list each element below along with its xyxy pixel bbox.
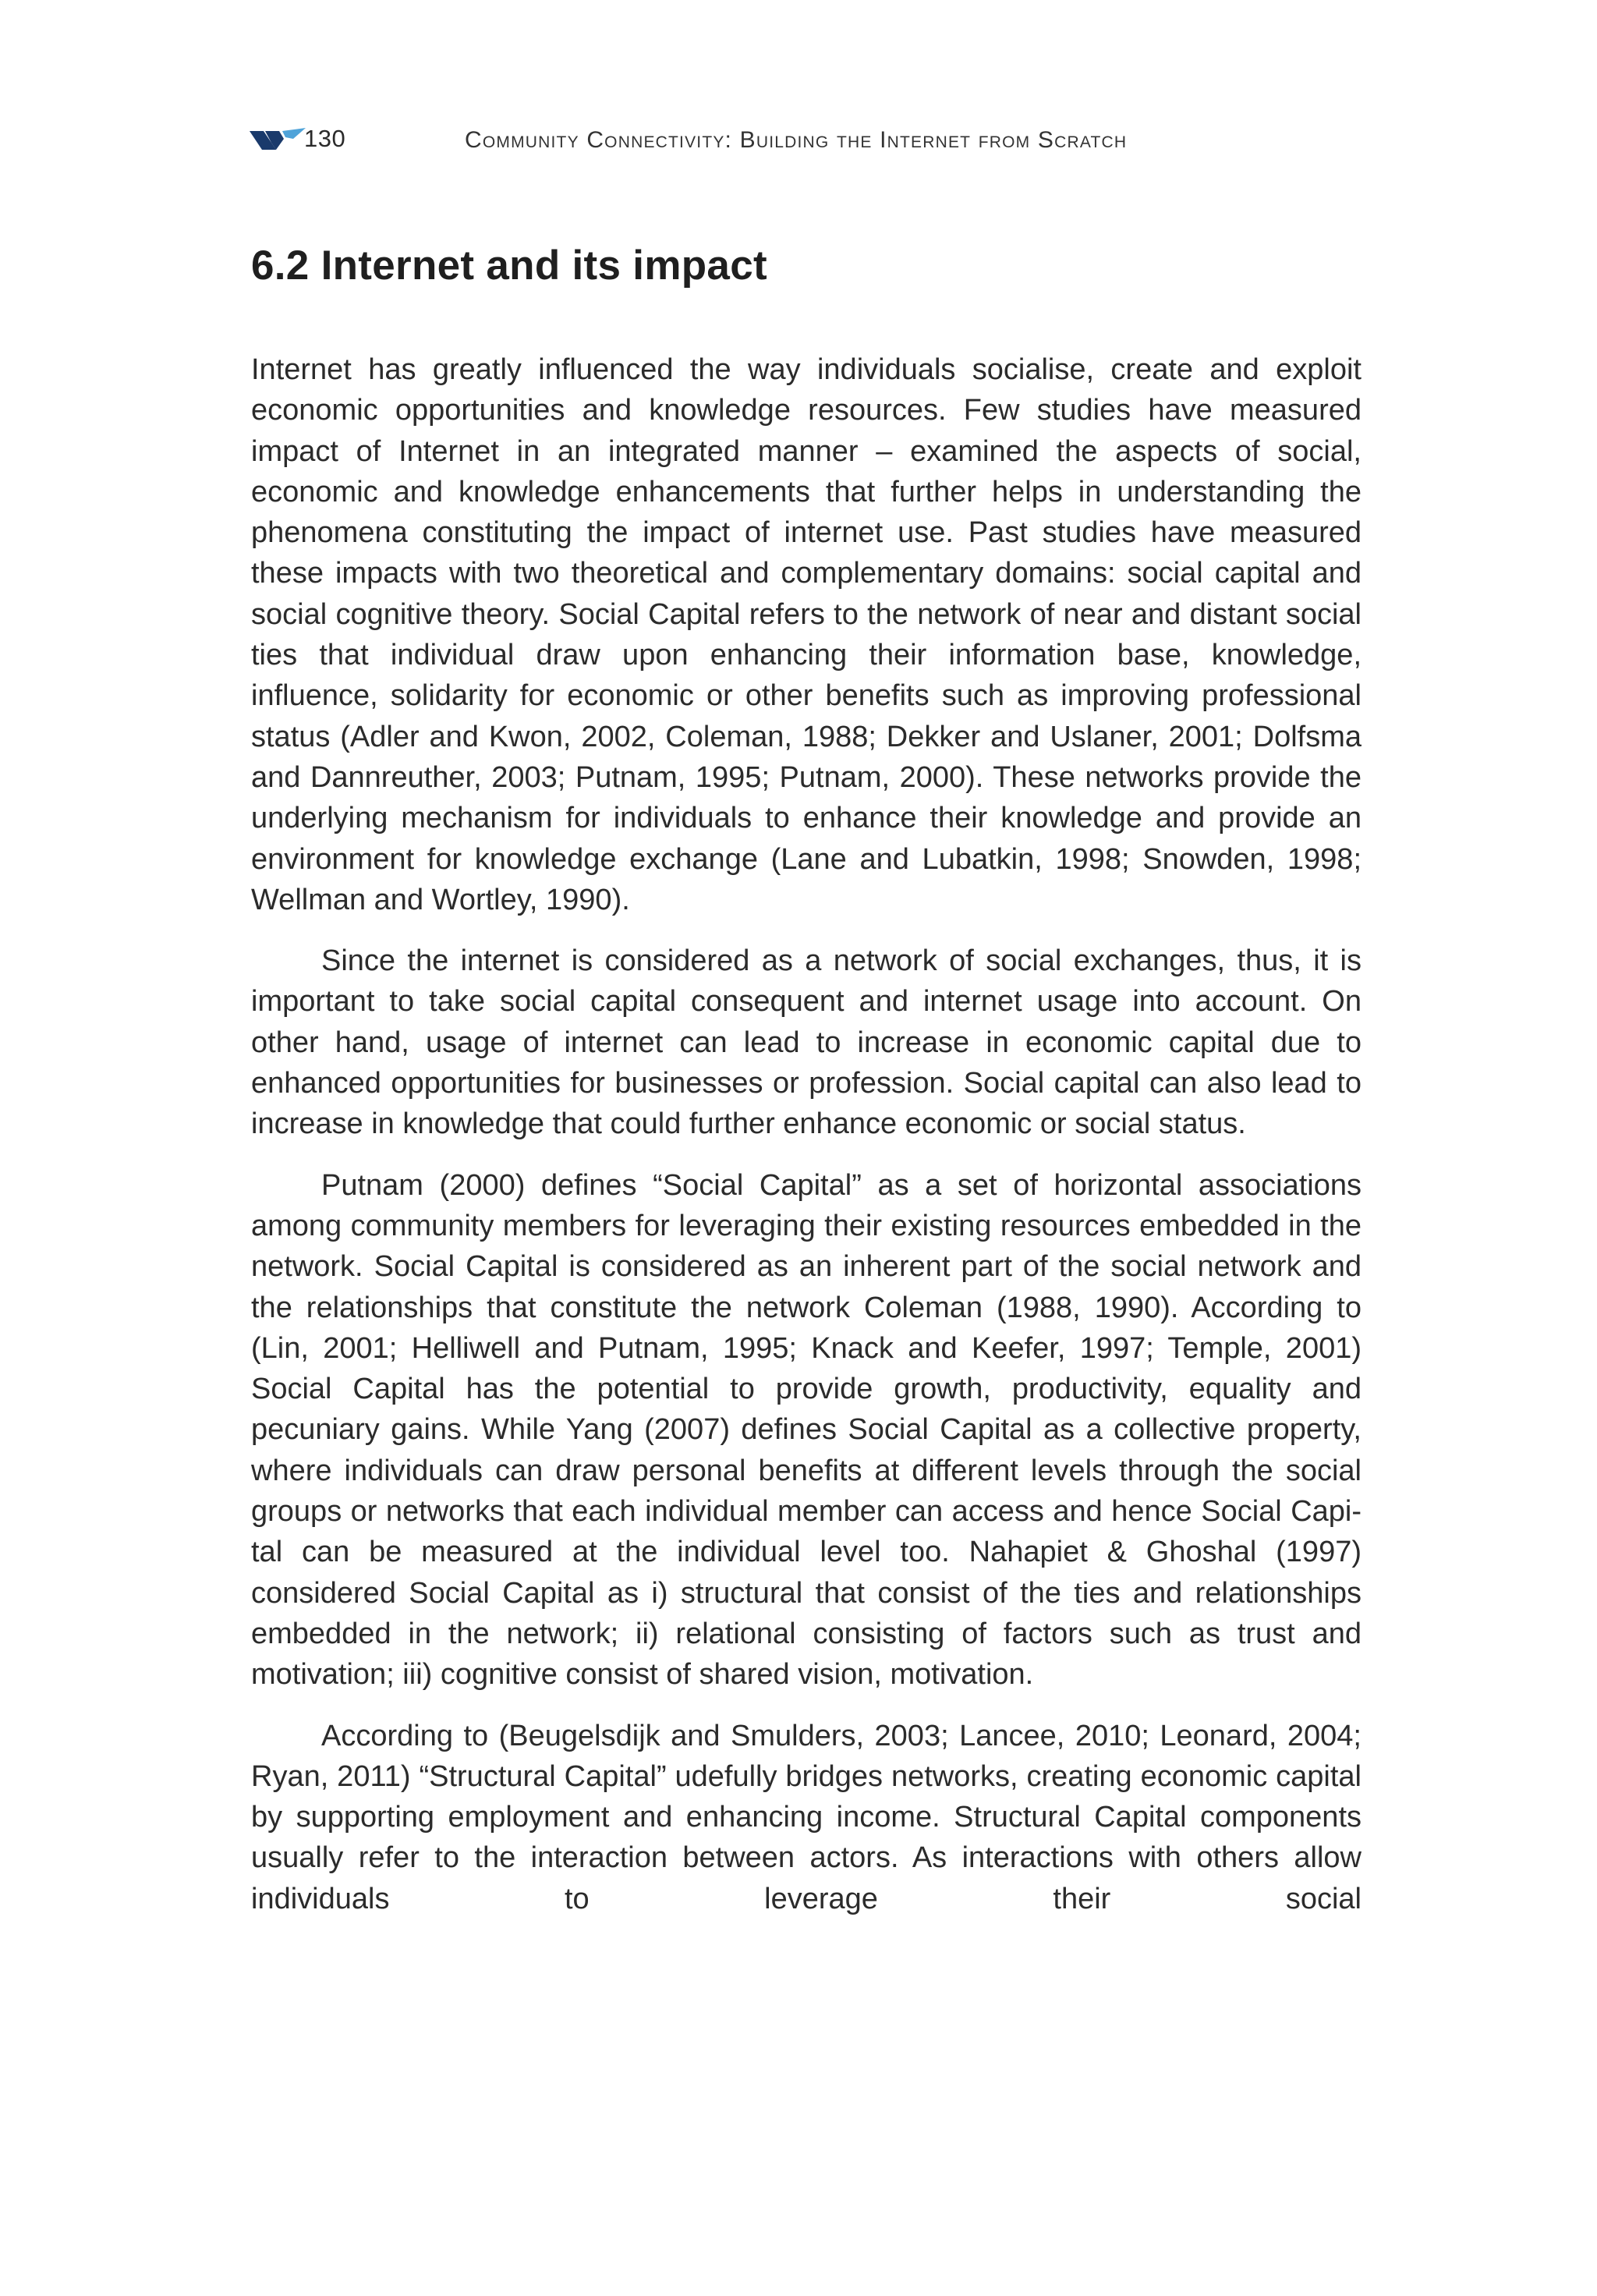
paragraph-3: Putnam (2000) defines “Social Capital” as a set of horizontal associations among community members for leveraging their existing resources embedded in the network. Social Capital is considered as an inherent part of the social network and the relationships that constitute the network Coleman (1988, 1990). According to (Lin, 2001; Helliwell and Putnam, 1995; Knack and Keefer, 1997; Temple, 2001) Social Capital has the potential to provide growth, productivity, equality and pecuniary gains. While Yang (2007) defines Social Capital as a collective property, where individuals can draw personal benefits at different levels through the social groups or networks that each individual member can access and hence Social Capital can be measured at the individual level too. Nahapiet & Ghoshal (1997) considered Social Capital as i) structural that consist of the ties and relationships embedded in the network; ii) relational consisting of factors such as trust and motivation; iii) cognitive consist of shared vision, motivation.	[251, 1168, 1362, 1692]
publisher-chevron-icon	[250, 128, 307, 151]
paragraph-4: According to (Beugelsdijk and Smulders, 2003; Lancee, 2010; Leonard, 2004; Ryan, 2011) “Structural Capital” udefully bridges networks, creating economic capital by supporting employment and enhancing income. Structural Capital components usually refer to the interaction between actors. As interactions with others allow individuals to leverage their social	[251, 1719, 1362, 1915]
section-heading: 6.2 Internet and its impact	[251, 243, 767, 289]
running-title: Community Connectivity: Building the Internet from Scratch	[465, 127, 1128, 153]
running-header	[250, 123, 1365, 154]
page-number: 130	[304, 125, 346, 152]
body-text	[251, 349, 1362, 1940]
paragraph-2: Since the internet is considered as a network of social exchanges, thus, it is important to take social capital consequent and internet usage into account. On other hand, usage of internet can lead to increase in economic capital due to enhanced opportunities for businesses or profession. Social capital can also lead to increase in knowledge that could further enhance economic or social status.	[251, 944, 1362, 1141]
paragraph-1: Internet has greatly influenced the way individuals socialise, create and exploit economic opportunities and knowledge resources. Few studies have measured impact of Internet in an integrated manner – examined the aspects of social, economic and knowledge enhancements that further helps in understanding the phenomena constituting the impact of internet use. Past studies have measured these impacts with two theoretical and complementary domains: social capital and social cognitive theory. Social Capital refers to the network of near and distant social ties that individual draw upon enhancing their information base, knowledge, influence, solidarity for economic or other benefits such as improving professional status (Adler and Kwon, 2002, Coleman, 1988; Dekker and Uslaner, 2001; Dolfsma and Dannreuther, 2003; Putnam, 1995; Putnam, 2000). These networks provide the underlying mechanism for individuals to enhance their knowledge and provide an environment for knowledge exchange (Lane and Lubatkin, 1998; Snowden, 1998; Wellman and Wortley, 1990).	[251, 353, 1362, 916]
